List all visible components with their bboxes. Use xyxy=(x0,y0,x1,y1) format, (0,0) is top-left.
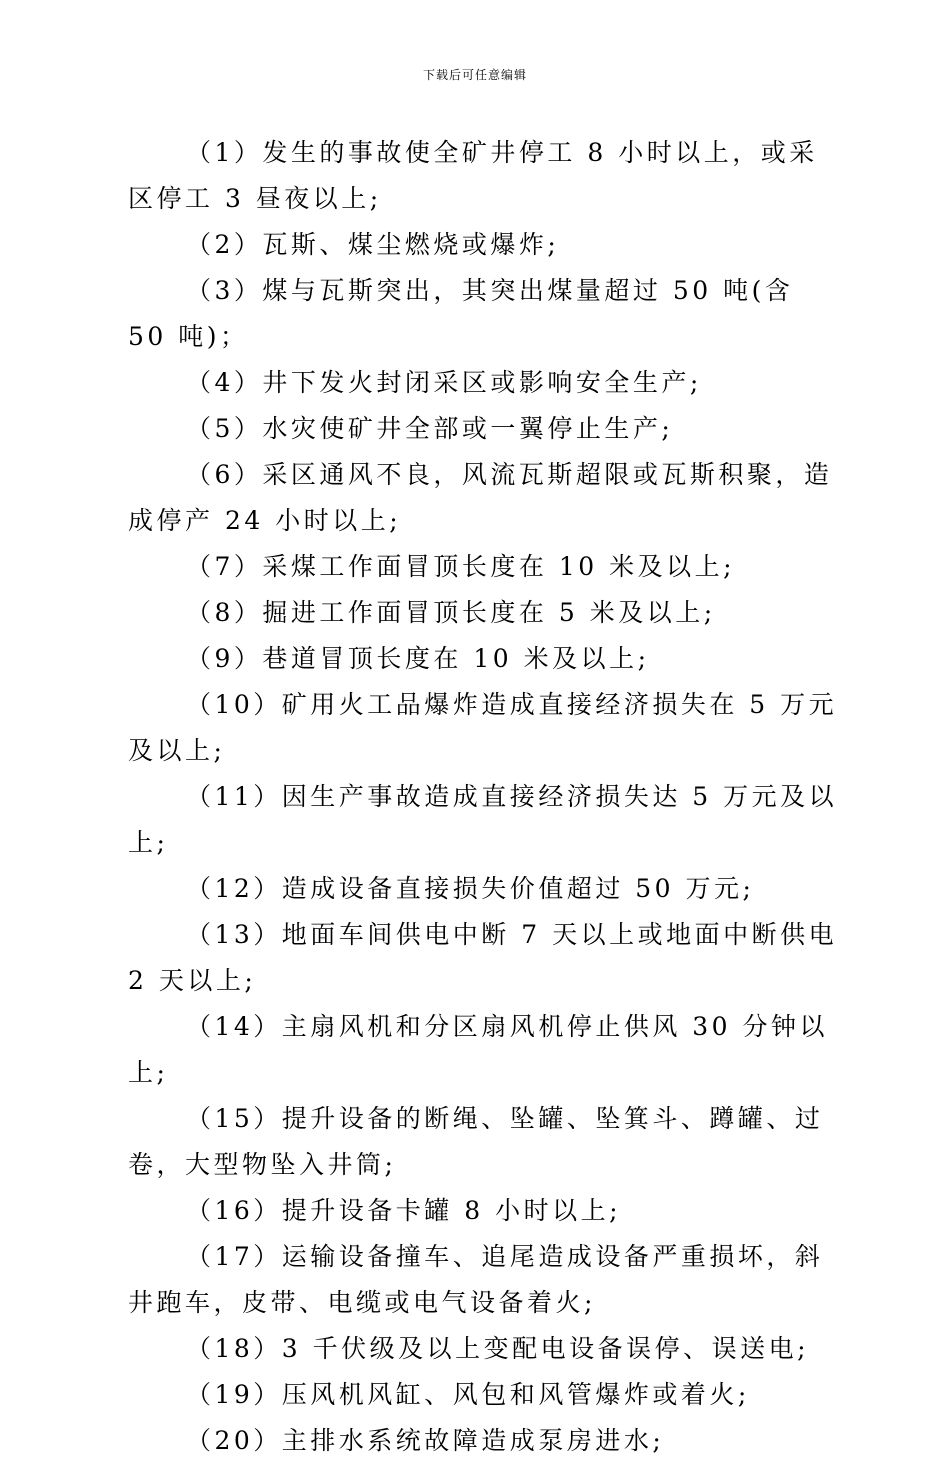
list-item-16: （16）提升设备卡罐 8 小时以上; xyxy=(186,1196,622,1225)
list-item-8: （8）掘进工作面冒顶长度在 5 米及以上; xyxy=(186,598,716,627)
list-item-9: （9）巷道冒顶长度在 10 米及以上; xyxy=(186,644,650,673)
list-item-3: （3）煤与瓦斯突出，其突出煤量超过 50 吨(含 50 吨)； xyxy=(128,276,794,351)
list-item-13: （13）地面车间供电中断 7 天以上或地面中断供电 2 天以上; xyxy=(128,920,838,995)
list-item-11: （11）因生产事故造成直接经济损失达 5 万元及以上; xyxy=(128,782,838,857)
list-item-5: （5）水灾使矿井全部或一翼停止生产; xyxy=(186,414,674,443)
list-item-6: （6）采区通风不良，风流瓦斯超限或瓦斯积聚，造成停产 24 小时以上; xyxy=(128,460,833,535)
list-item-10: （10）矿用火工品爆炸造成直接经济损失在 5 万元及以上; xyxy=(128,690,838,765)
list-item-18: （18）3 千伏级及以上变配电设备误停、误送电; xyxy=(186,1334,810,1363)
list-item-2: （2）瓦斯、煤尘燃烧或爆炸; xyxy=(186,230,560,259)
list-item-12: （12）造成设备直接损失价值超过 50 万元; xyxy=(186,874,755,903)
list-item-1: （1）发生的事故使全矿井停工 8 小时以上，或采区停工 3 昼夜以上; xyxy=(128,138,818,213)
list-item-4: （4）井下发火封闭采区或影响安全生产; xyxy=(186,368,702,397)
list-item-17: （17）运输设备撞车、追尾造成设备严重损坏，斜井跑车，皮带、电缆或电气设备着火; xyxy=(128,1242,824,1317)
document-body xyxy=(128,130,840,1464)
list-item-14: （14）主扇风机和分区扇风机停止供风 30 分钟以上; xyxy=(128,1012,829,1087)
list-item-20: （20）主排水系统故障造成泵房进水; xyxy=(186,1426,665,1455)
list-item-7: （7）采煤工作面冒顶长度在 10 米及以上; xyxy=(186,552,736,581)
list-item-19: （19）压风机风缸、风包和风管爆炸或着火; xyxy=(186,1380,750,1409)
page-header-note: 下载后可任意编辑 xyxy=(422,68,527,82)
list-item-15: （15）提升设备的断绳、坠罐、坠箕斗、蹲罐、过卷，大型物坠入井筒; xyxy=(128,1104,824,1179)
